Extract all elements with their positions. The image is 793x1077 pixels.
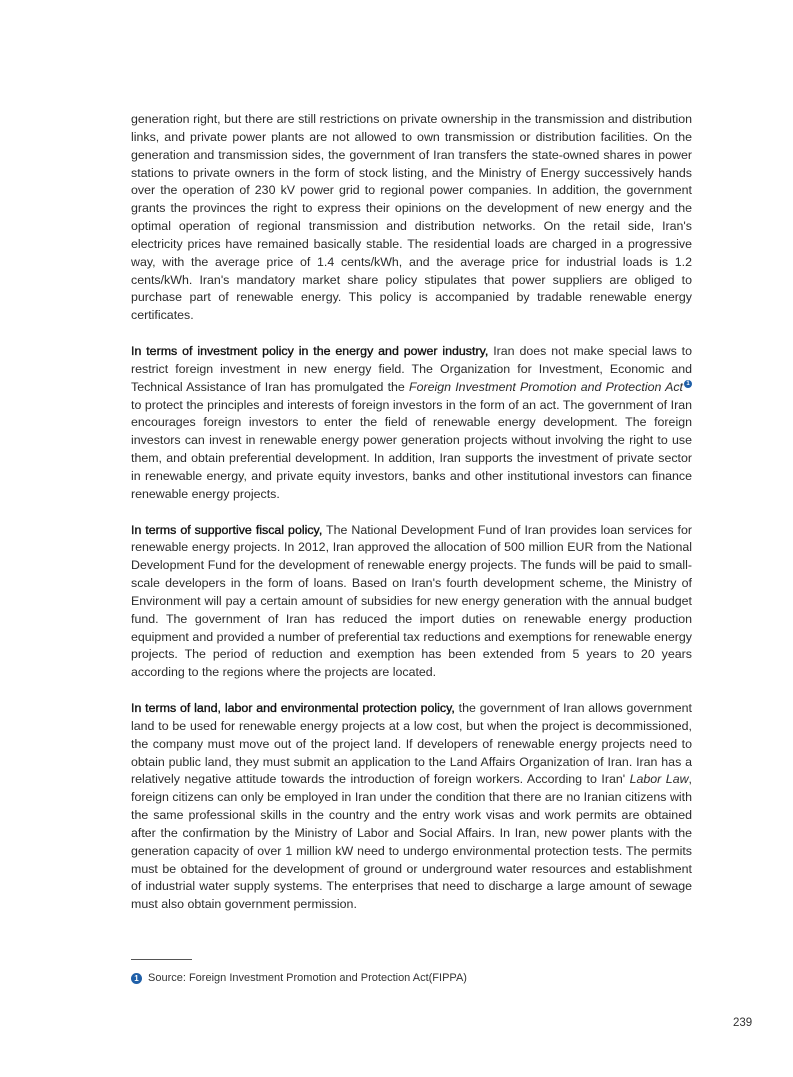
- paragraph-text: , foreign citizens can only be employed in Iran under the condition that there are no Iranian citizens with the same professional skills in the country and the entry work visas and work permits are obtained after the confirmation by the Ministry of Labor and Social Affairs. In Iran, new power plants with the generation capacity of over 1 million kW need to undergo environmental protection tests. The permits must be obtained for the development of ground or underground water resources and establishment of industrial water supply systems. The enterprises that need to discharge a large amount of sewage must also obtain government permission.: [131, 772, 692, 912]
- paragraph-text: Iran does not make special laws to restrict foreign investment in new energy field. The Organization for Investment, Economic and Technical Assistance of Iran has promulgated the: [131, 344, 693, 394]
- paragraph-land-labor-environment: [131, 700, 692, 914]
- paragraph-text: generation right, but there are still restrictions on private ownership in the transmission and distribution links, and private power plants are not allowed to own transmission or distribution facilities. On the generation and transmission sides, the government of Iran transfers the state-owned shares in power stations to private owners in the form of stock listing, and the Ministry of Energy successively hands over the operation of 230 kV power grid to regional power companies. In addition, the government grants the provinces the right to express their opinions on the development of new energy and the optimal operation of regional transmission and distribution networks. On the retail side, Iran's electricity prices have remained basically stable. The residential loads are charged in a progressive way, with the average price of 1.4 cents/kWh, and the average price for industrial loads is 1.2 cents/kWh. Iran's mandatory market share policy stipulates that power suppliers are obliged to purchase part of renewable energy. This policy is accompanied by tradable renewable energy certificates.: [131, 112, 692, 323]
- page-number: 239: [733, 1017, 753, 1029]
- paragraph-market-structure: [131, 111, 692, 325]
- paragraph-fiscal-policy: [131, 522, 692, 683]
- footnote-divider: [131, 959, 192, 960]
- paragraph-lead: In terms of supportive fiscal policy,: [131, 522, 323, 537]
- footnote-text: Source: Foreign Investment Promotion and Protection Act(FIPPA): [148, 972, 467, 984]
- footnote: [131, 972, 467, 984]
- document-body: [131, 111, 692, 932]
- paragraph-text: the government of Iran allows government land to be used for renewable energy projects at a low cost, but when the project is decommissioned, the company must move out of the project land. If developers of renewable energy projects need to obtain public land, they must submit an application to the Land Affairs Organization of Iran. Iran has a relatively negative attitude towards the introduction of foreign workers. According to Iran': [131, 700, 692, 787]
- paragraph-text: The National Development Fund of Iran provides loan services for renewable energy projects. In 2012, Iran approved the allocation of 500 million EUR from the National Development Fund for the development of renewable energy projects. The funds will be paid to small-scale developers in the form of loans. Based on Iran's fourth development scheme, the Ministry of Environment will pay a certain amount of subsidies for new energy generation with the annual budget fund. The government of Iran has reduced the import duties on renewable energy production equipment and provided a number of preferential tax reductions and exemptions for renewable energy projects. The period of reduction and exemption has been extended from 5 years to 20 years according to the regions where the projects are located.: [131, 522, 692, 680]
- footnote-marker-icon[interactable]: 1: [684, 380, 692, 388]
- paragraph-text: to protect the principles and interests of foreign investors in the form of an act. The government of Iran encourages foreign investors to enter the field of renewable energy development. The foreign investors can invest in renewable energy power generation projects without involving the right to use them, and obtain preferential development. In addition, Iran supports the investment of private sector in renewable energy, and private equity investors, banks and other institutional investors can finance renewable energy projects.: [131, 397, 692, 501]
- footnote-number-icon: 1: [131, 973, 142, 984]
- act-title: Foreign Investment Promotion and Protection Act: [409, 379, 683, 394]
- law-title: Labor Law: [629, 772, 689, 787]
- paragraph-lead: In terms of land, labor and environmental protection policy,: [131, 700, 455, 715]
- paragraph-lead: In terms of investment policy in the energy and power industry,: [131, 344, 489, 359]
- paragraph-investment-policy: [131, 343, 692, 504]
